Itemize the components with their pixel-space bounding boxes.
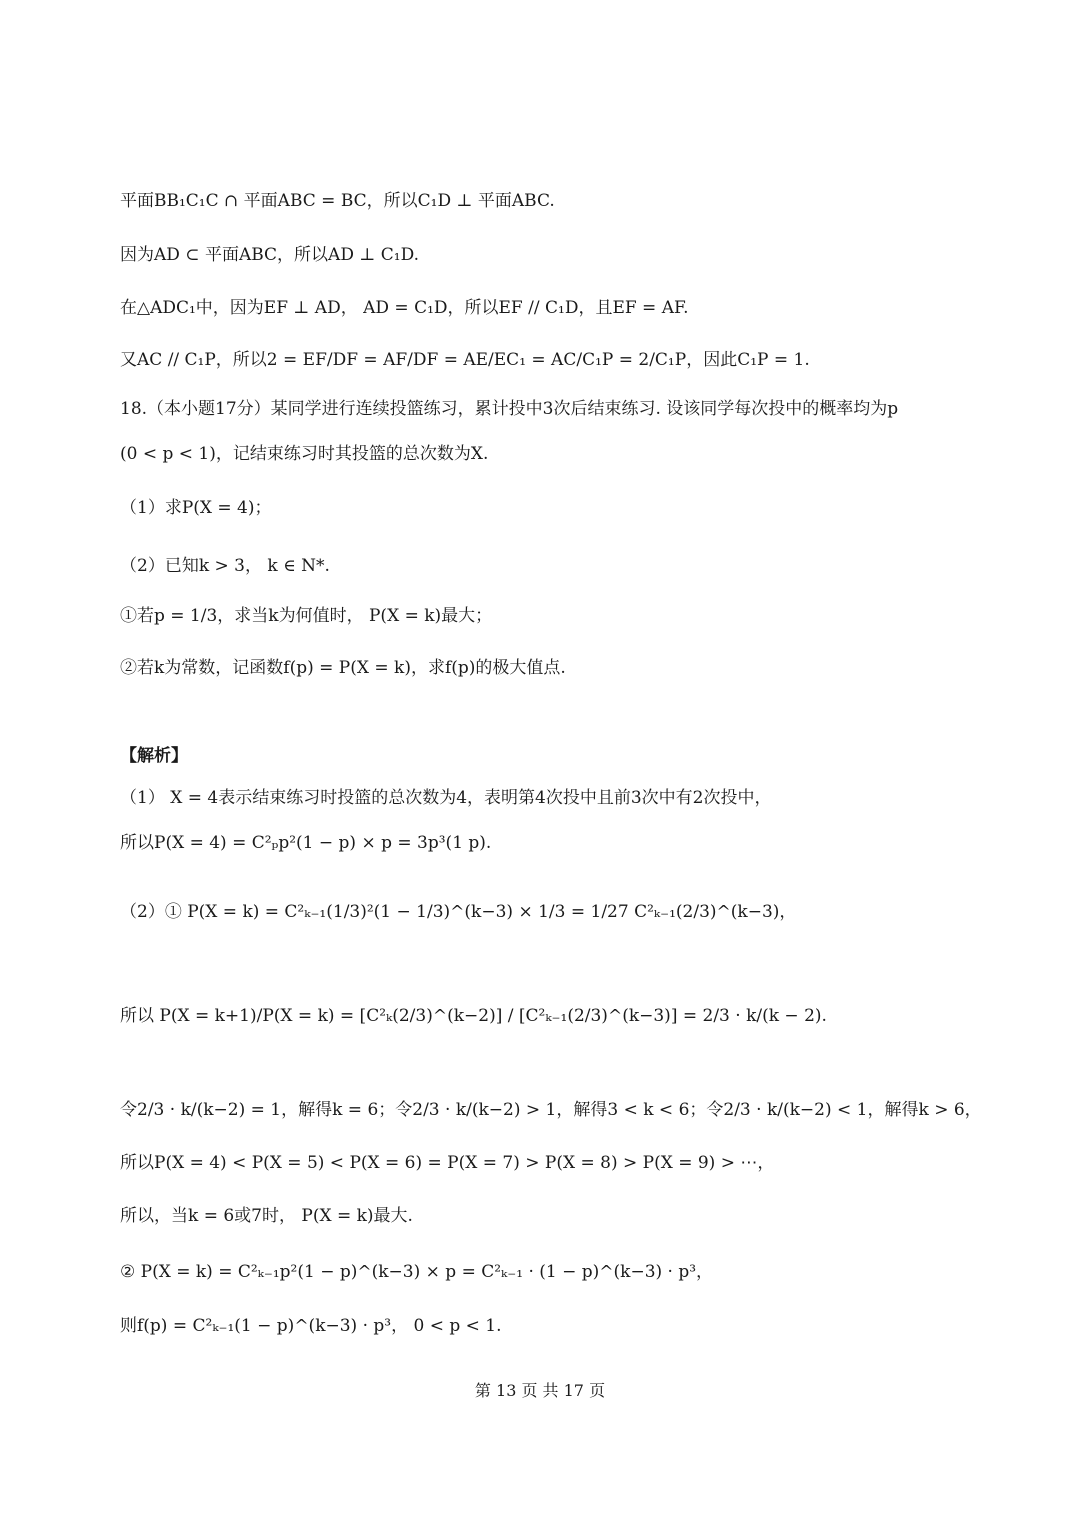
text-line-3: 在△ADC₁中，因为EF ⊥ AD， AD = C₁D，所以EF // C₁D，且EF = AF. (120, 298, 689, 318)
solution-line-5: 令2/3 · k/(k−2) = 1，解得k = 6；令2/3 · k/(k−2) > 1，解得3 < k < 6；令2/3 · k/(k−2) < 1，解得k > 6， (120, 1100, 982, 1120)
page-footer: 第 13 页 共 17 页 (474, 1381, 606, 1400)
text-line-1: 平面BB₁C₁C ∩ 平面ABC = BC，所以C₁D ⊥ 平面ABC. (120, 191, 555, 211)
solution-line-6: 所以P(X = 4) < P(X = 5) < P(X = 6) = P(X = 7) > P(X = 8) > P(X = 9) > ⋯， (120, 1153, 775, 1173)
problem-18-stem-cont: (0 < p < 1)，记结束练习时其投篮的总次数为X. (120, 444, 489, 464)
solution-heading: 【解析】 (120, 746, 188, 766)
problem-18-stem: 18.（本小题17分）某同学进行连续投篮练习，累计投中3次后结束练习. 设该同学每次投中的概率均为p (120, 399, 899, 419)
subquestion-2-part-2: ②若k为常数，记函数f(p) = P(X = k)，求f(p)的极大值点. (120, 658, 566, 678)
solution-line-9: 则f(p) = C²ₖ₋₁(1 − p)^(k−3) · p³， 0 < p < 1. (120, 1316, 502, 1336)
solution-line-3: （2）① P(X = k) = C²ₖ₋₁(1/3)²(1 − 1/3)^(k−3) × 1/3 = 1/27 C²ₖ₋₁(2/3)^(k−3)， (120, 902, 797, 922)
solution-line-2: 所以P(X = 4) = C²ₚp²(1 − p) × p = 3p³(1 p). (120, 833, 492, 853)
solution-line-8: ② P(X = k) = C²ₖ₋₁p²(1 − p)^(k−3) × p = C²ₖ₋₁ · (1 − p)^(k−3) · p³， (120, 1262, 714, 1282)
solution-line-4: 所以 P(X = k+1)/P(X = k) = [C²ₖ(2/3)^(k−2)] / [C²ₖ₋₁(2/3)^(k−3)] = 2/3 · k/(k − 2). (120, 1006, 827, 1026)
subquestion-1: （1）求P(X = 4)； (120, 498, 272, 518)
text-line-2: 因为AD ⊂ 平面ABC，所以AD ⊥ C₁D. (120, 245, 420, 265)
subquestion-2-part-1: ①若p = 1/3，求当k为何值时， P(X = k)最大； (120, 606, 493, 626)
subquestion-2: （2）已知k > 3， k ∈ N*. (120, 556, 330, 576)
solution-line-7: 所以，当k = 6或7时， P(X = k)最大. (120, 1206, 413, 1226)
solution-line-1: （1） X = 4表示结束练习时投篮的总次数为4，表明第4次投中且前3次中有2次投中， (120, 788, 772, 808)
text-line-4: 又AC // C₁P，所以2 = EF/DF = AF/DF = AE/EC₁ = AC/C₁P = 2/C₁P，因此C₁P = 1. (120, 350, 810, 370)
